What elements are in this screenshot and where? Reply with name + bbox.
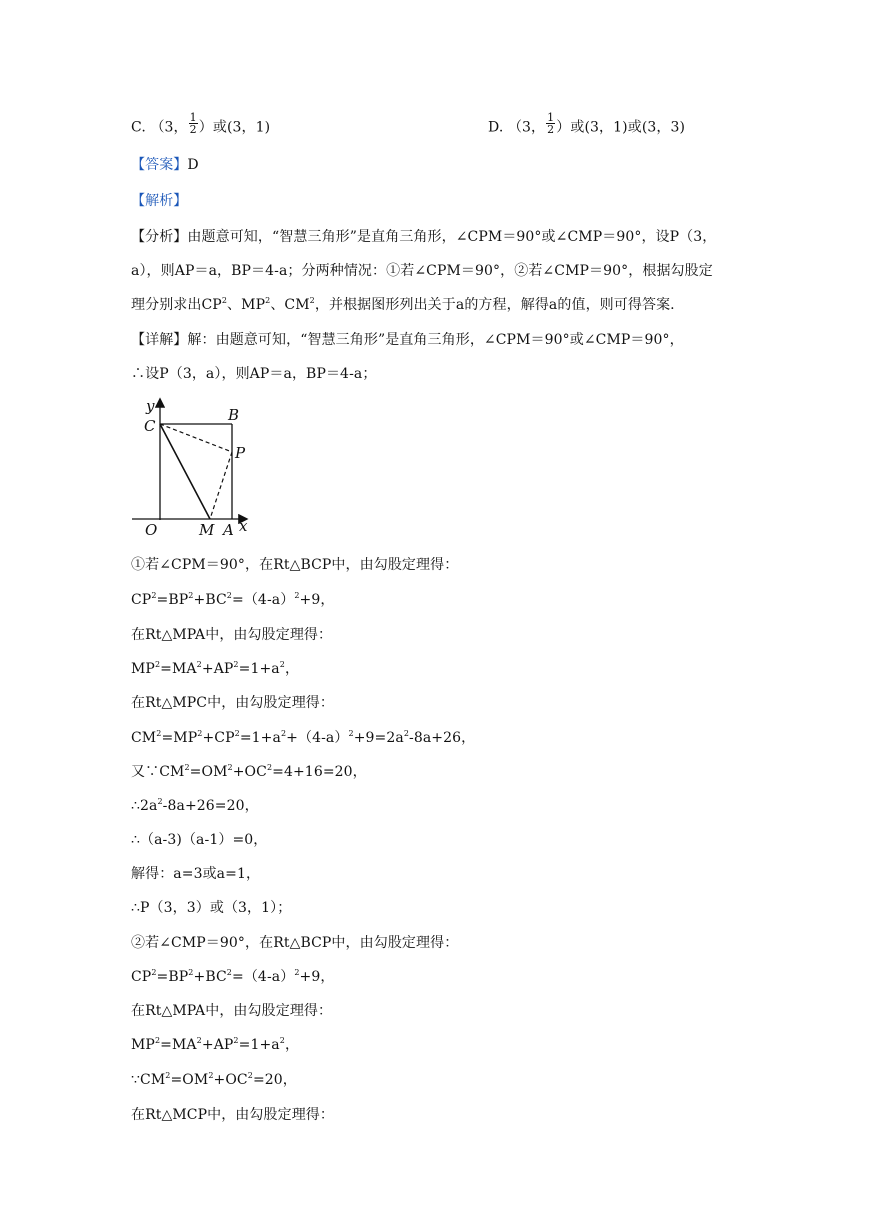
case2-line-5	[131, 1073, 297, 1087]
superscript: 2	[154, 1036, 161, 1045]
case1-text-6g: -8a+26，	[409, 730, 476, 746]
case1-line-9	[131, 833, 267, 847]
option-c	[131, 111, 271, 136]
case1-text-2c: +BC	[193, 592, 227, 608]
superscript: 2	[188, 591, 194, 600]
superscript: 2	[403, 729, 410, 738]
label-m: M	[199, 521, 215, 539]
case1-text-2e: +9，	[299, 592, 335, 608]
option-d-text-after: ）或(3，1)或(3，3)	[556, 119, 686, 136]
case2-text-2e: +9，	[299, 969, 335, 985]
answer-line	[131, 158, 199, 172]
case2-text-4a: MP	[131, 1037, 155, 1053]
superscript: 2	[279, 660, 285, 669]
label-x: x	[239, 517, 248, 535]
superscript: 2	[196, 1036, 202, 1045]
analysis-line-3	[131, 298, 675, 312]
analysis-text-3a: 理分别求出CP	[131, 297, 222, 313]
option-d-label: D.	[488, 119, 504, 136]
analysis-line-1	[131, 230, 716, 244]
option-c-label: C.	[131, 119, 146, 136]
option-c-fraction	[189, 112, 198, 135]
case1-text-4d: =1+a	[238, 661, 280, 677]
case2-text-2a: CP	[131, 969, 152, 985]
case1-line-10	[131, 867, 260, 881]
geometry-figure	[128, 394, 260, 542]
option-c-text-after: ）或(3，1)	[198, 119, 271, 136]
case2-line-6	[131, 1108, 334, 1122]
label-o: O	[145, 521, 158, 539]
case2-text-2d: =（4-a）	[232, 969, 295, 985]
analysis-tag: 【解析】	[131, 193, 188, 209]
analysis-heading	[131, 194, 187, 208]
superscript: 2	[184, 763, 190, 772]
case1-line-11	[131, 901, 291, 915]
case1-text-4a: MP	[131, 661, 155, 677]
detail-tag: 【详解】	[131, 332, 188, 348]
case2-text-6: 在Rt△MCP中，由勾股定理得：	[131, 1107, 334, 1123]
case1-text-2b: =BP	[156, 592, 189, 608]
case1-line-7	[131, 765, 367, 779]
superscript: 2	[226, 591, 232, 600]
case1-text-3: 在Rt△MPA中，由勾股定理得：	[131, 627, 333, 643]
superscript: 2	[157, 797, 163, 806]
case2-line-1	[131, 936, 458, 950]
case1-text-6e: +（4-a）	[286, 730, 349, 746]
case2-text-3: 在Rt△MPA中，由勾股定理得：	[131, 1003, 333, 1019]
case1-text-11: ∴P（3，3）或（3，1）；	[131, 900, 292, 916]
case2-text-1: ②若∠CMP＝90°，在Rt△BCP中，由勾股定理得：	[131, 935, 459, 951]
case2-text-4c: +AP	[201, 1037, 234, 1053]
superscript: 2	[154, 660, 161, 669]
option-d-text-before: （3，	[507, 119, 546, 136]
superscript: 2	[188, 968, 194, 977]
case1-text-7a: 又∵CM	[131, 764, 185, 780]
superscript: 2	[151, 591, 157, 600]
superscript: 2	[234, 729, 240, 738]
case2-text-4e: ，	[284, 1037, 300, 1053]
analysis-text-1: 由题意可知，“智慧三角形”是直角三角形，∠CPM＝90°或∠CMP＝90°，设P（3，	[187, 229, 717, 245]
detail-line-1	[131, 333, 684, 347]
superscript: 2	[156, 729, 162, 738]
case1-text-8b: -8a+26=20，	[162, 798, 259, 814]
superscript: 2	[196, 660, 202, 669]
case1-text-7b: =OM	[189, 764, 228, 780]
case2-text-5d: =20，	[252, 1072, 297, 1088]
case1-text-1: ①若∠CPM＝90°，在Rt△BCP中，由勾股定理得：	[131, 557, 459, 573]
superscript: 2	[279, 1036, 285, 1045]
figure-svg	[128, 394, 260, 542]
superscript: 2	[233, 1036, 239, 1045]
option-c-denominator: 2	[189, 123, 197, 136]
case1-line-5	[131, 696, 334, 710]
superscript: 2	[280, 729, 287, 738]
analysis-text-3d: ，并根据图形列出关于a的方程，解得a的值，则可得答案.	[314, 297, 675, 313]
detail-text-2: ∴设P（3，a），则AP＝a，BP＝4-a；	[131, 366, 377, 382]
option-d-fraction	[546, 112, 555, 135]
option-d	[488, 111, 686, 136]
case1-text-9: ∴（a-3)（a-1）=0，	[131, 832, 268, 848]
superscript: 2	[348, 729, 354, 738]
option-d-denominator: 2	[547, 123, 555, 136]
analysis-sub-tag: 【分析】	[131, 229, 188, 245]
case2-line-4	[131, 1038, 299, 1052]
case2-line-3	[131, 1004, 332, 1018]
segment-cm	[160, 424, 210, 519]
superscript: 2	[197, 729, 203, 738]
case1-text-7c: +OC	[232, 764, 267, 780]
segment-pm	[210, 452, 232, 519]
case1-text-6f: +9=2a	[353, 730, 404, 746]
analysis-text-3b: 、MP	[227, 297, 266, 313]
superscript: 2	[294, 968, 300, 977]
case1-line-4	[131, 662, 299, 676]
superscript: 2	[165, 1071, 171, 1080]
superscript: 2	[151, 968, 157, 977]
case1-text-4c: +AP	[201, 661, 234, 677]
case1-line-2	[131, 593, 334, 607]
case2-text-5c: +OC	[213, 1072, 248, 1088]
case2-text-4b: =MA	[160, 1037, 197, 1053]
case1-text-6d: =1+a	[239, 730, 281, 746]
analysis-line-2	[131, 264, 713, 278]
label-c: C	[144, 417, 156, 435]
option-c-numerator: 1	[189, 111, 197, 124]
superscript: 2	[266, 763, 273, 772]
superscript: 2	[247, 1071, 253, 1080]
case1-line-6	[131, 731, 475, 745]
case1-text-6b: =MP	[161, 730, 198, 746]
detail-line-2	[131, 367, 376, 381]
case2-text-5b: =OM	[170, 1072, 209, 1088]
segment-cp	[160, 424, 232, 452]
option-c-text-before: （3，	[150, 119, 188, 136]
label-b: B	[228, 406, 240, 424]
label-a: A	[223, 521, 234, 539]
case1-text-2a: CP	[131, 592, 152, 608]
case1-text-5: 在Rt△MPC中，由勾股定理得：	[131, 695, 334, 711]
case1-text-7d: =4+16=20，	[272, 764, 367, 780]
case1-line-3	[131, 628, 332, 642]
superscript: 2	[265, 296, 271, 305]
superscript: 2	[227, 763, 233, 772]
case1-text-8a: ∴2a	[131, 798, 158, 814]
case1-text-10: 解得：a=3或a=1，	[131, 866, 261, 882]
case1-text-6c: +CP	[202, 730, 235, 746]
case2-line-2	[131, 970, 334, 984]
superscript: 2	[208, 1071, 214, 1080]
case1-line-1	[131, 558, 458, 572]
answer-tag: 【答案】	[131, 157, 188, 173]
detail-text-1: 解：由题意可知，“智慧三角形”是直角三角形，∠CPM＝90°或∠CMP＝90°，	[187, 332, 684, 348]
case1-text-4e: ，	[284, 661, 300, 677]
superscript: 2	[309, 296, 315, 305]
case1-text-6a: CM	[131, 730, 157, 746]
analysis-text-3c: 、CM	[270, 297, 310, 313]
label-p: P	[235, 444, 246, 462]
case2-text-2c: +BC	[193, 969, 227, 985]
analysis-text-2: a），则AP＝a，BP＝4-a；分两种情况：①若∠CPM＝90°，②若∠CMP＝90°，根据勾股定	[131, 263, 713, 279]
case1-text-4b: =MA	[160, 661, 197, 677]
superscript: 2	[226, 968, 232, 977]
case1-text-2d: =（4-a）	[232, 592, 295, 608]
case2-text-2b: =BP	[156, 969, 189, 985]
superscript: 2	[221, 296, 228, 305]
case2-text-4d: =1+a	[238, 1037, 280, 1053]
option-d-numerator: 1	[547, 111, 555, 124]
label-y: y	[146, 397, 155, 415]
case1-line-8	[131, 799, 259, 813]
answer-value: D	[187, 157, 199, 173]
case2-text-5a: ∵CM	[131, 1072, 166, 1088]
superscript: 2	[294, 591, 300, 600]
superscript: 2	[233, 660, 239, 669]
